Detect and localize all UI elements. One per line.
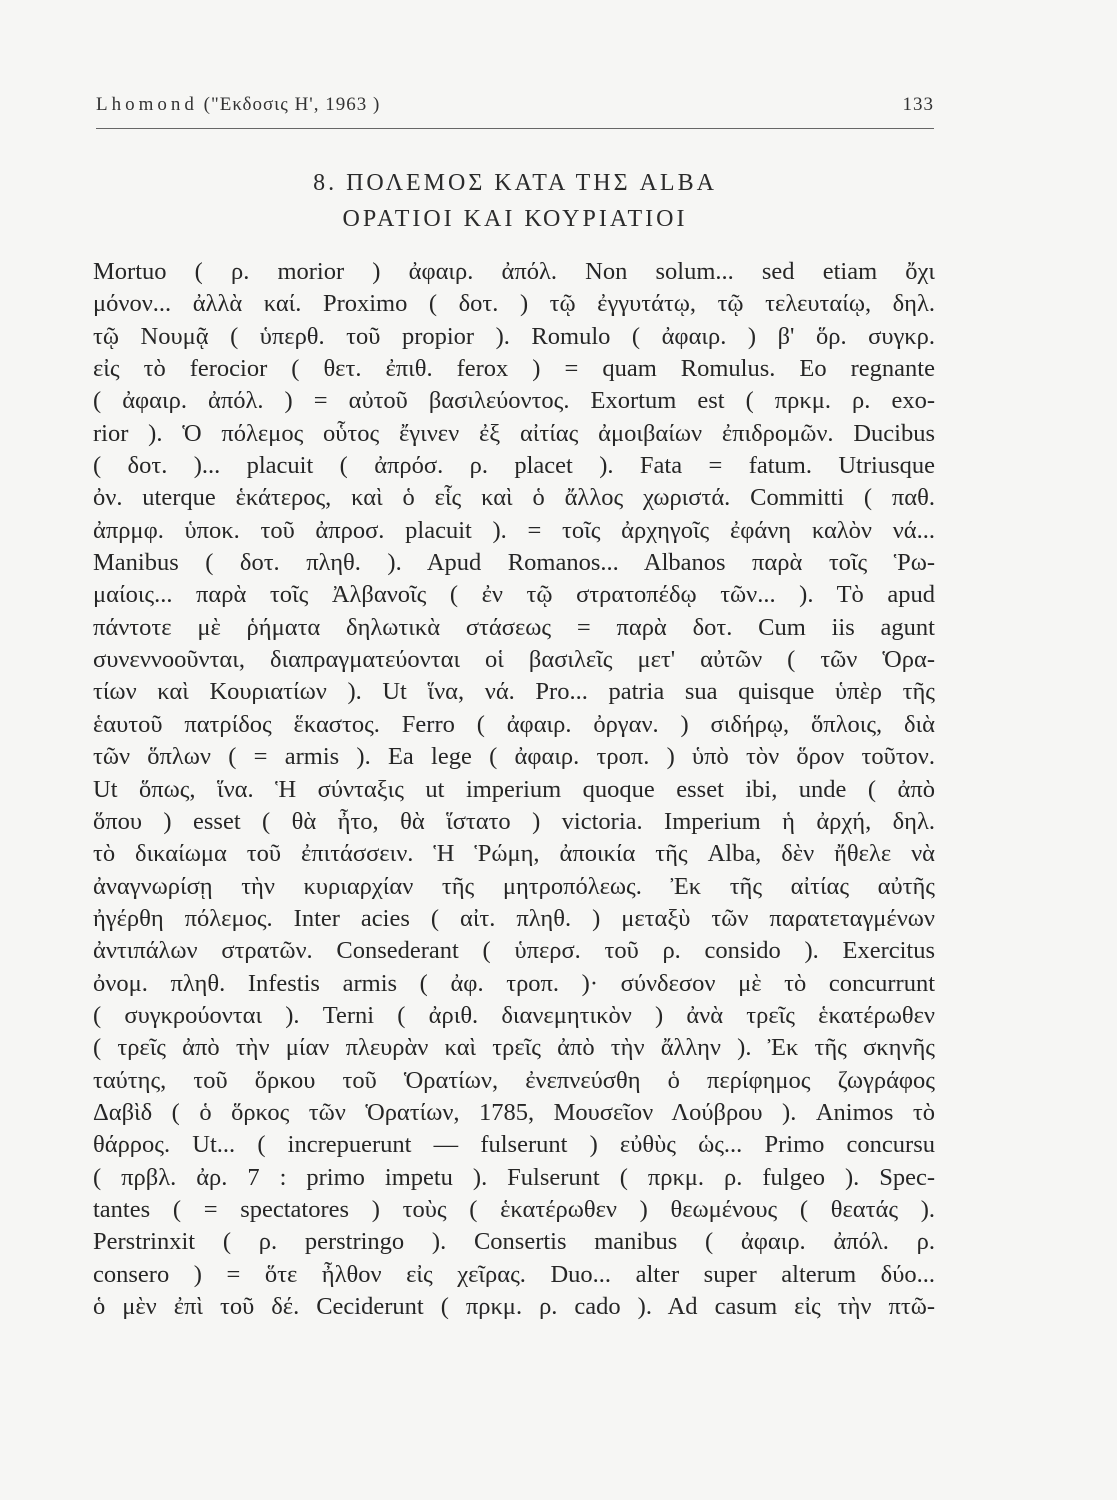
text-line: tantes ( = spectatores ) τοὺς ( ἑκατέρωθεν ) θεωμένους ( θεατάς ). xyxy=(93,1195,935,1223)
chapter-subtitle: ΟΡΑΤΙΟΙ ΚΑΙ ΚΟΥΡΙΑΤΙΟΙ xyxy=(342,206,688,232)
text-line: Manibus ( δοτ. πληθ. ). Apud Romanos... Albanos παρὰ τοῖς Ῥω- xyxy=(93,549,935,577)
text-line: ἠγέρθη πόλεμος. Inter acies ( αἰτ. πληθ. ) μεταξὺ τῶν παρατεταγμένων xyxy=(93,904,935,932)
header-author: Lhomond xyxy=(96,94,198,115)
text-line: ταύτης, τοῦ ὅρκου τοῦ Ὁρατίων, ἐνεπνεύσθη ὁ περίφημος ζωγράφος xyxy=(93,1066,935,1094)
text-line: θάρρος. Ut... ( increpuerunt — fulserunt ) εὐθὺς ὡς... Primo concursu xyxy=(93,1131,935,1159)
text-line: πάντοτε μὲ ῥήματα δηλωτικὰ στάσεως = παρὰ δοτ. Cum iis agunt xyxy=(93,613,935,641)
text-line: ἀντιπάλων στρατῶν. Consederant ( ὑπερσ. τοῦ ρ. consido ). Exercitus xyxy=(93,937,935,965)
text-line: μόνον... ἀλλὰ καί. Proximo ( δοτ. ) τῷ ἐγγυτάτῳ, τῷ τελευταίῳ, δηλ. xyxy=(93,290,935,318)
header-rule xyxy=(96,128,934,129)
text-line: τίων καὶ Κουριατίων ). Ut ἵνα, νά. Pro... patria sua quisque ὑπὲρ τῆς xyxy=(93,678,935,706)
text-line: ἀναγνωρίσῃ τὴν κυριαρχίαν τῆς μητροπόλεως. Ἐκ τῆς αἰτίας αὐτῆς xyxy=(93,872,935,900)
text-line: εἰς τὸ ferocior ( θετ. ἐπιθ. ferox ) = quam Romulus. Eo regnante xyxy=(93,355,935,383)
commentary-text xyxy=(93,256,935,1323)
text-line: ὀν. uterque ἑκάτερος, καὶ ὁ εἷς καὶ ὁ ἄλλος χωριστά. Committi ( παθ. xyxy=(93,484,935,512)
text-line: τῷ Νουμᾷ ( ὑπερθ. τοῦ propior ). Romulo ( ἀφαιρ. ) β' ὅρ. συγκρ. xyxy=(93,322,935,350)
text-line: rior ). Ὁ πόλεμος οὗτος ἔγινεν ἐξ αἰτίας ἀμοιβαίων ἐπιδρομῶν. Ducibus xyxy=(93,419,935,447)
header-left xyxy=(96,94,380,116)
text-line: ὀνομ. πληθ. Infestis armis ( ἀφ. τροπ. )· σύνδεσον μὲ τὸ concurrunt xyxy=(93,969,935,997)
text-line: Ut ὅπως, ἵνα. Ἡ σύνταξις ut imperium quoque esset ibi, unde ( ἀπὸ xyxy=(93,775,935,803)
text-line: ὁ μὲν ἐπὶ τοῦ δέ. Ceciderunt ( πρκμ. ρ. cado ). Ad casum εἰς τὴν πτῶ- xyxy=(93,1293,935,1320)
page-number: 133 xyxy=(902,94,934,115)
header-edition: ("Εκδοσις Η', 1963 ) xyxy=(203,94,381,115)
text-line: Mortuo ( ρ. morior ) ἀφαιρ. ἀπόλ. Non solum... sed etiam ὄχι xyxy=(93,258,935,285)
text-line: ( δοτ. )... placuit ( ἀπρόσ. ρ. placet ). Fata = fatum. Utriusque xyxy=(93,452,935,480)
text-line: ὅπου ) esset ( θὰ ἦτο, θὰ ἵστατο ) victoria. Imperium ἡ ἀρχή, δηλ. xyxy=(93,807,935,835)
text-line: ἀπρμφ. ὑποκ. τοῦ ἀπροσ. placuit ). = τοῖς ἀρχηγοῖς ἐφάνη καλὸν νά... xyxy=(93,516,935,544)
text-line: consero ) = ὅτε ἦλθον εἰς χεῖρας. Duo... alter super alterum δύο... xyxy=(93,1260,935,1288)
text-line: συνεννοοῦνται, διαπραγματεύονται οἱ βασιλεῖς μετ' αὐτῶν ( τῶν Ὁρα- xyxy=(93,646,935,674)
text-line: Perstrinxit ( ρ. perstringo ). Consertis manibus ( ἀφαιρ. ἀπόλ. ρ. xyxy=(93,1228,935,1256)
running-header xyxy=(96,94,934,128)
text-line: ἑαυτοῦ πατρίδος ἕκαστος. Ferro ( ἀφαιρ. ὀργαν. ) σιδήρῳ, ὅπλοις, διὰ xyxy=(93,710,935,738)
text-line: ( πρβλ. ἀρ. 7 : primo impetu ). Fulserunt ( πρκμ. ρ. fulgeo ). Spec- xyxy=(93,1163,935,1191)
text-line: μαίοις... παρὰ τοῖς Ἀλβανοῖς ( ἐν τῷ στρατοπέδῳ τῶν... ). Τὸ apud xyxy=(93,581,935,609)
text-line: τὸ δικαίωμα τοῦ ἐπιτάσσειν. Ἡ Ῥώμη, ἀποικία τῆς Alba, δὲν ἤθελε νὰ xyxy=(93,840,935,868)
text-line: ( τρεῖς ἀπὸ τὴν μίαν πλευρὰν καὶ τρεῖς ἀπὸ τὴν ἄλλην ). Ἐκ τῆς σκηνῆς xyxy=(93,1034,935,1062)
text-line: Δαβὶδ ( ὁ ὅρκος τῶν Ὁρατίων, 1785, Μουσεῖον Λούβρου ). Animos τὸ xyxy=(93,1098,935,1126)
text-line: ( συγκρούονται ). Terni ( ἀριθ. διανεμητικὸν ) ἀνὰ τρεῖς ἑκατέρωθεν xyxy=(93,1001,935,1029)
text-line: ( ἀφαιρ. ἀπόλ. ) = αὐτοῦ βασιλεύοντος. Exortum est ( πρκμ. ρ. exo- xyxy=(93,387,935,415)
chapter-title: 8. ΠΟΛΕΜΟΣ ΚΑΤΑ ΤΗΣ ALBA xyxy=(313,170,717,196)
text-line: τῶν ὅπλων ( = armis ). Ea lege ( ἀφαιρ. τροπ. ) ὑπὸ τὸν ὅρον τοῦτον. xyxy=(93,743,935,771)
